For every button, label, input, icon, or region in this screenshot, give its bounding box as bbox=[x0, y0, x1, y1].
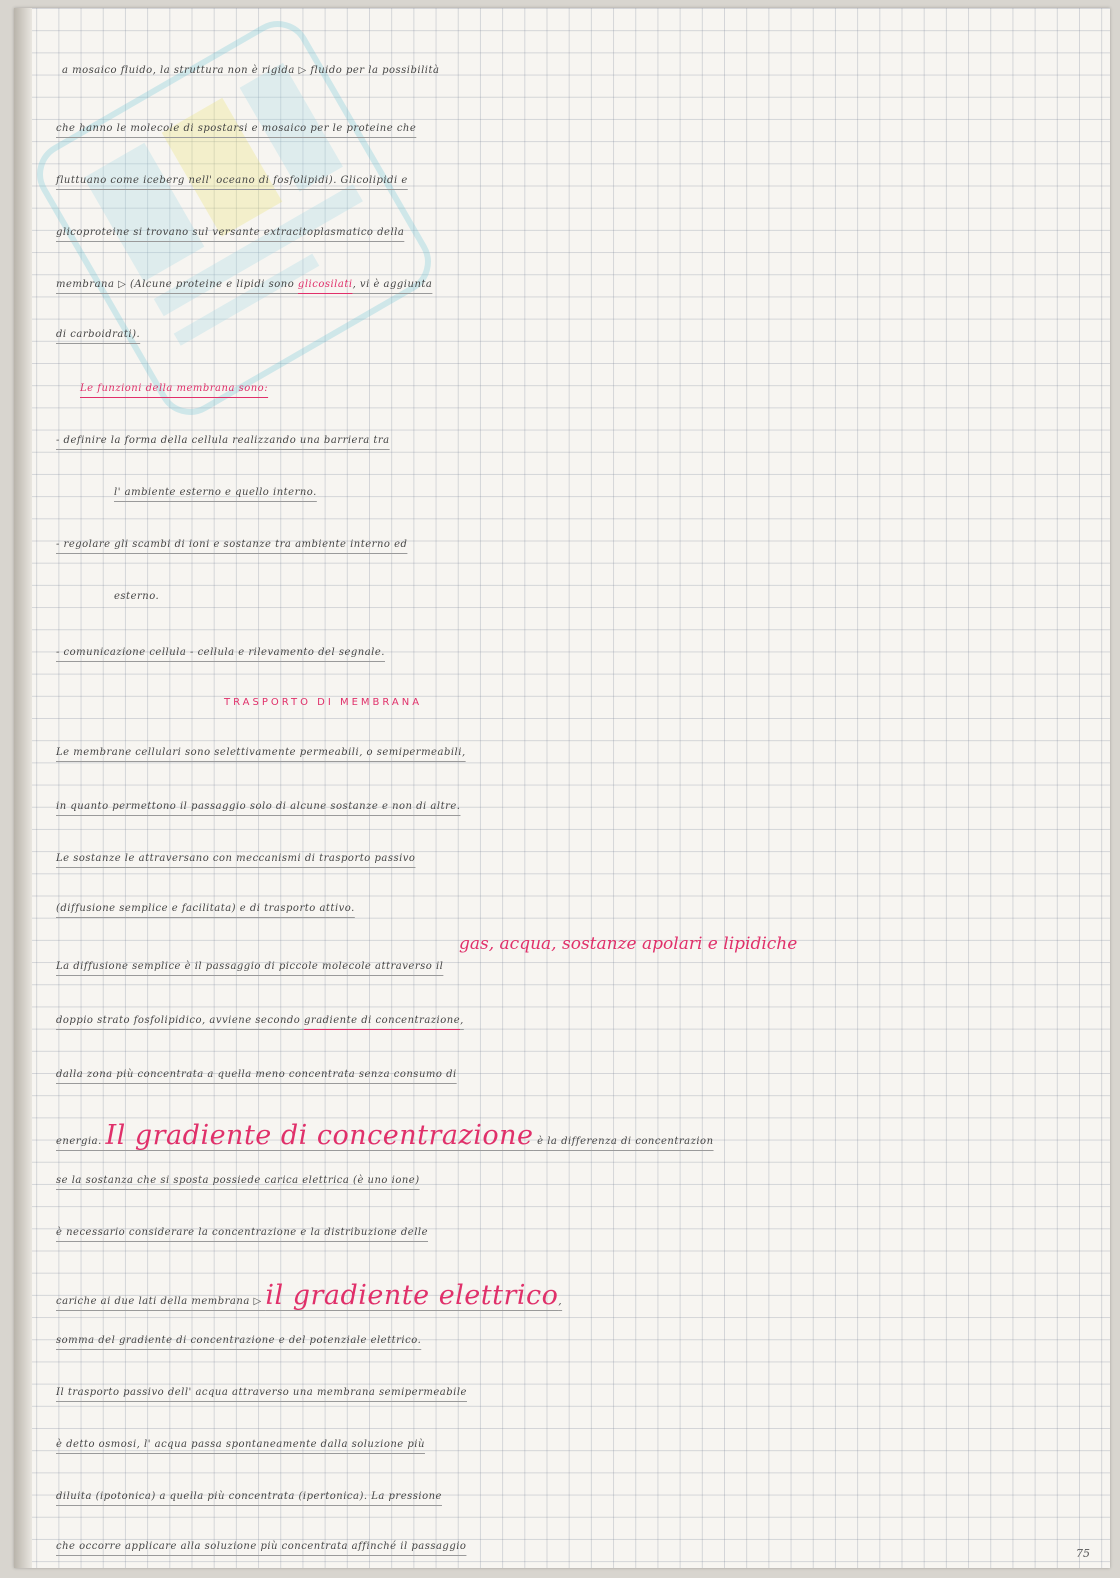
note-line: esterno. bbox=[114, 591, 160, 602]
section-heading: Le funzioni della membrana sono: bbox=[80, 383, 269, 394]
note-line: Le membrane cellulari sono selettivamente permeabili, o semipermeabili, bbox=[56, 747, 466, 758]
note-line: - definire la forma della cellula realizzando una barriera tra bbox=[56, 435, 390, 446]
page-number: 75 bbox=[1076, 1547, 1090, 1560]
note-line: l' ambiente esterno e quello interno. bbox=[114, 487, 317, 498]
note-line: - comunicazione cellula - cellula e rilevamento del segnale. bbox=[56, 647, 385, 658]
note-line: a mosaico fluido, la struttura non è rigida ▷ fluido per la possibilità bbox=[62, 65, 440, 76]
note-line: membrana ▷ (Alcune proteine e lipidi sono glicosilati, vi è aggiunta bbox=[56, 279, 433, 290]
page-binding-edge bbox=[14, 8, 32, 1568]
note-line: La diffusione semplice è il passaggio di piccole molecole attraverso il bbox=[56, 961, 444, 972]
note-line: è necessario considerare la concentrazione e la distribuzione delle bbox=[56, 1227, 429, 1238]
section-title: TRASPORTO DI MEMBRANA bbox=[224, 697, 423, 708]
note-line: somma del gradiente di concentrazione e del potenziale elettrico. bbox=[56, 1335, 422, 1346]
underlined-term: gradiente di concentrazione bbox=[304, 1015, 461, 1026]
note-line: Le sostanze le attraversano con meccanismi di trasporto passivo bbox=[56, 853, 416, 864]
note-line: è detto osmosi, l' acqua passa spontaneamente dalla soluzione più bbox=[56, 1439, 425, 1450]
note-line: in quanto permettono il passaggio solo di alcune sostanze e non di altre. bbox=[56, 801, 461, 812]
note-line: - regolare gli scambi di ioni e sostanze tra ambiente interno ed bbox=[56, 539, 408, 550]
note-line: glicoproteine si trovano sul versante extracitoplasmatico della bbox=[56, 227, 405, 238]
note-line: (diffusione semplice e facilitata) e di trasporto attivo. bbox=[56, 903, 355, 914]
note-line: se la sostanza che si sposta possiede carica elettrica (è uno ione) bbox=[56, 1175, 420, 1186]
highlight-term: Il gradiente di concentrazione bbox=[105, 1120, 534, 1151]
highlight-term: il gradiente elettrico bbox=[265, 1280, 559, 1311]
note-line: diluita (ipotonica) a quella più concentrata (ipertonica). La pressione bbox=[56, 1491, 442, 1502]
notebook-page bbox=[14, 8, 1110, 1568]
note-line: che occorre applicare alla soluzione più concentrata affinché il passaggio bbox=[56, 1541, 467, 1552]
note-line: cariche ai due lati della membrana ▷ il gradiente elettrico, bbox=[56, 1280, 563, 1311]
note-line: che hanno le molecole di spostarsi e mosaico per le proteine che bbox=[56, 123, 417, 134]
note-line: energia. Il gradiente di concentrazione è la differenza di concentrazion bbox=[56, 1120, 714, 1151]
note-line: Il trasporto passivo dell' acqua attraverso una membrana semipermeabile bbox=[56, 1387, 467, 1398]
highlight-term: glicosilati bbox=[297, 279, 353, 290]
note-line: di carboidrati). bbox=[56, 329, 141, 340]
note-line: doppio strato fosfolipidico, avviene secondo gradiente di concentrazione, bbox=[56, 1015, 464, 1026]
note-line: fluttuano come iceberg nell' oceano di fosfolipidi). Glicolipidi e bbox=[56, 175, 408, 186]
inline-annotation: gas, acqua, sostanze apolari e lipidiche bbox=[459, 934, 798, 954]
note-line: dalla zona più concentrata a quella meno concentrata senza consumo di bbox=[56, 1069, 457, 1080]
